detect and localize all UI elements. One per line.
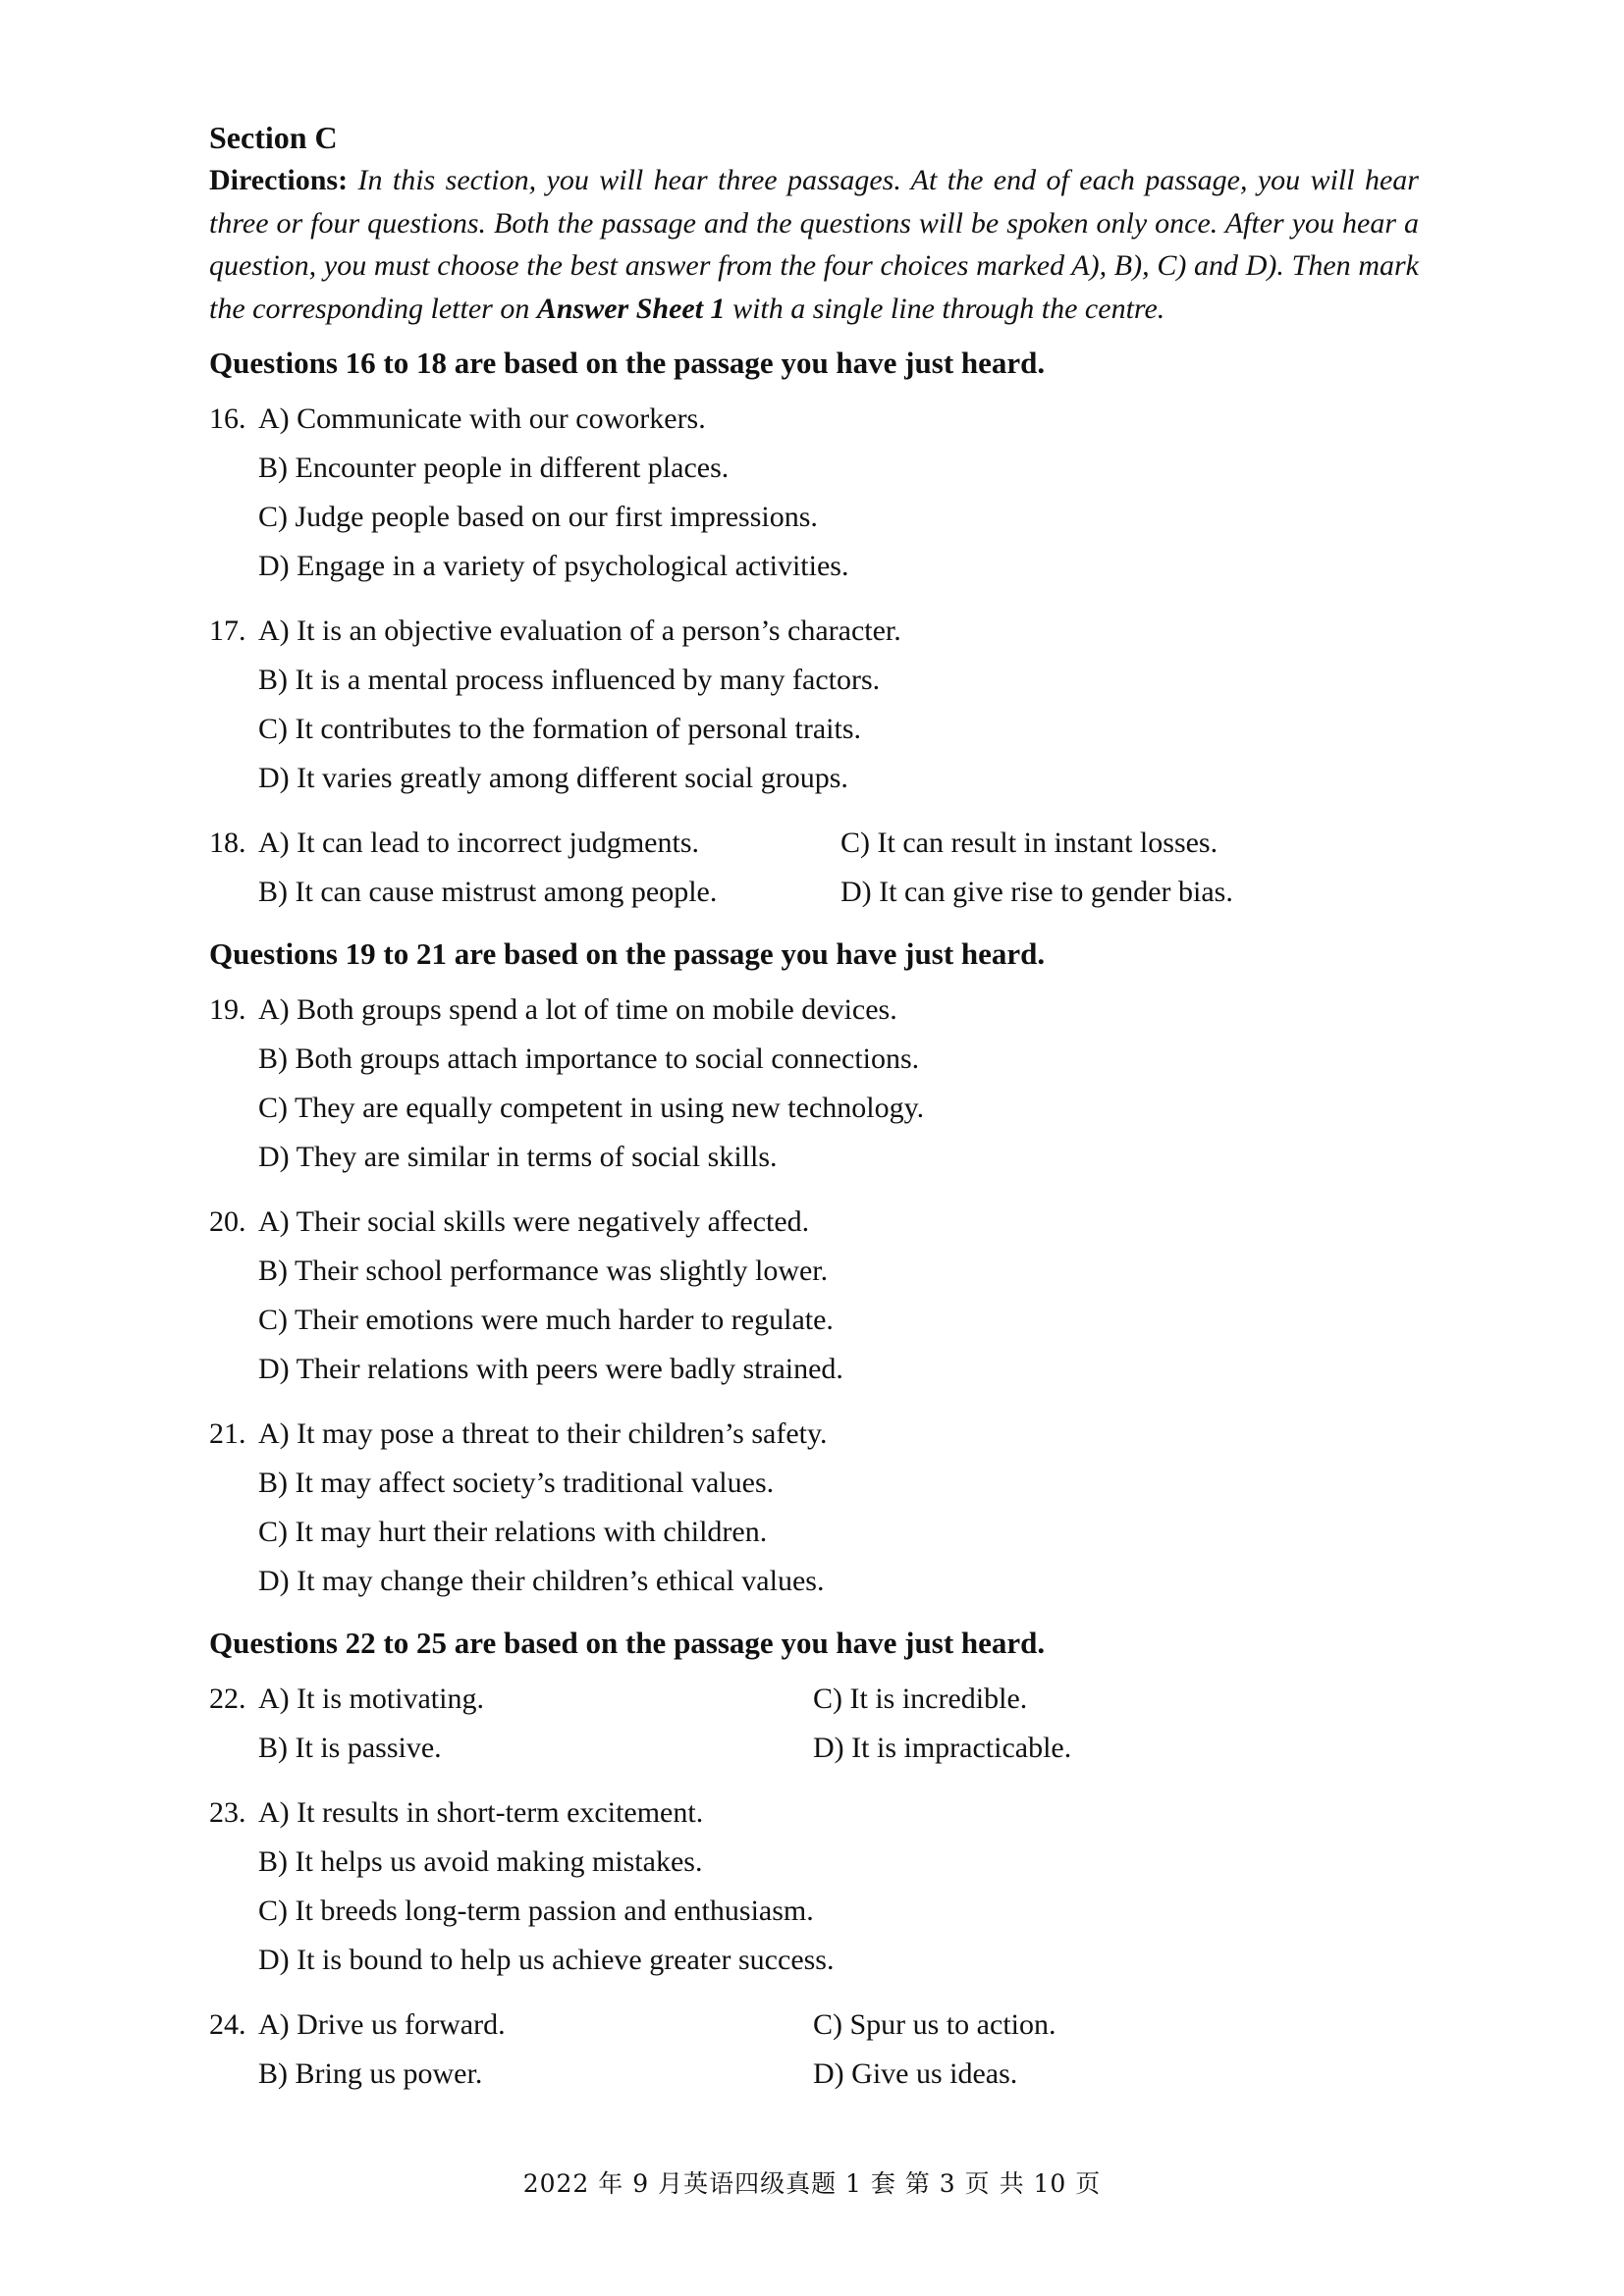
option-c: C) It breeds long-term passion and enthusiasm. [258,1895,814,1927]
option-row [209,868,1419,917]
question-number: 19. [209,993,246,1026]
option-d: D) It varies greatly among different social groups. [258,762,848,794]
question-number: 16. [209,402,246,435]
option-b: B) Their school performance was slightly lower. [258,1255,829,1287]
option-d: D) It may change their children’s ethical values. [258,1565,825,1597]
question-18 [209,819,1419,917]
question-number: 17. [209,614,246,647]
option-d: D) It can give rise to gender bias. [840,876,1233,908]
answer-sheet-ref: Answer Sheet 1 [536,292,726,325]
directions-text-1: In this section, you will hear three passages. At the end of each passage, you will hear three or four questions. Both the passage and the questions will be spoken only once. After you hear a question, you must choose the best answer from the four choices marked A), B), C) and D). Then mark the corresponding letter on [209,164,1419,325]
option-a [209,986,1419,1035]
question-number: 21. [209,1417,246,1450]
question-number: 20. [209,1205,246,1238]
question-number: 18. [209,827,246,859]
option-d: D) Their relations with peers were badly strained. [258,1353,843,1385]
directions [209,159,1419,330]
option-c: C) Their emotions were much harder to regulate. [258,1304,834,1336]
question-20 [209,1198,1419,1394]
option-d: D) Give us ideas. [813,2057,1018,2090]
option-row [209,2001,1419,2050]
option-a [209,395,1419,444]
question-group-header: Questions 19 to 21 are based on the passage you have just heard. [209,936,1046,971]
option-row [209,819,1419,868]
option-b: B) It can cause mistrust among people. [258,876,718,908]
option-c: C) It is incredible. [813,1682,1028,1715]
option-d: D) It is impracticable. [813,1732,1072,1764]
option-c: C) They are equally competent in using new technology. [258,1092,925,1124]
option-b: B) It helps us avoid making mistakes. [258,1845,703,1878]
question-16 [209,395,1419,591]
option-text: A) Their social skills were negatively affected. [258,1205,810,1238]
directions-label: Directions: [209,164,349,196]
exam-page [209,116,1419,2114]
option-c: C) It may hurt their relations with children. [258,1516,768,1548]
option-a [209,607,1419,656]
question-number: 22. [209,1682,246,1715]
option-c: C) Judge people based on our first impressions. [258,501,818,533]
question-19 [209,986,1419,1182]
option-a: A) It can lead to incorrect judgments. [258,827,700,859]
option-d: D) They are similar in terms of social skills. [258,1141,778,1173]
option-a: A) Drive us forward. [258,2008,506,2041]
question-number: 23. [209,1796,246,1829]
option-c: C) Spur us to action. [813,2008,1056,2041]
option-row [209,1724,1419,1773]
option-b: B) It may affect society’s traditional values. [258,1467,775,1499]
question-22 [209,1675,1419,1773]
option-row [209,2050,1419,2099]
option-c: C) It contributes to the formation of personal traits. [258,713,862,745]
option-text: A) It results in short-term excitement. [258,1796,704,1829]
option-d: D) Engage in a variety of psychological activities. [258,550,849,582]
option-text: A) Both groups spend a lot of time on mobile devices. [258,993,897,1026]
question-21 [209,1410,1419,1606]
question-24 [209,2001,1419,2099]
option-d: D) It is bound to help us achieve greater success. [258,1944,835,1976]
page-footer: 2022 年 9 月英语四级真题 1 套 第 3 页 共 10 页 [522,2169,1102,2198]
option-a [209,1198,1419,1247]
question-23 [209,1789,1419,1985]
option-a [209,1410,1419,1459]
option-b: B) Both groups attach importance to social connections. [258,1042,920,1075]
option-b: B) It is passive. [258,1732,442,1764]
section-title: Section C [209,120,338,155]
option-row [209,1675,1419,1724]
directions-text-2: with a single line through the centre. [725,292,1165,325]
option-text: A) It may pose a threat to their children’s safety. [258,1417,828,1450]
question-group-header: Questions 16 to 18 are based on the passage you have just heard. [209,346,1046,380]
option-text: A) It is an objective evaluation of a person’s character. [258,614,901,647]
option-a [209,1789,1419,1838]
option-a: A) It is motivating. [258,1682,484,1715]
question-17 [209,607,1419,803]
option-c: C) It can result in instant losses. [840,827,1218,859]
option-text: A) Communicate with our coworkers. [258,402,706,435]
option-b: B) It is a mental process influenced by many factors. [258,664,881,696]
question-number: 24. [209,2008,246,2041]
option-b: B) Encounter people in different places. [258,452,730,484]
option-b: B) Bring us power. [258,2057,483,2090]
question-group-header: Questions 22 to 25 are based on the passage you have just heard. [209,1626,1046,1660]
